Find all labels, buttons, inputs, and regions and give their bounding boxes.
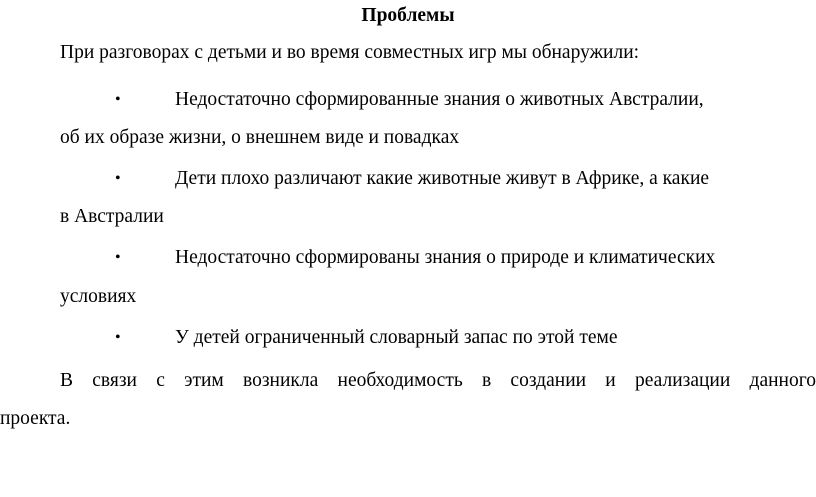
list-item-2-text: Дети плохо различают какие животные живут в Африке, а какие xyxy=(175,168,710,189)
bullet-icon: • xyxy=(115,249,121,266)
list-item-1-continuation: об их образе жизни, о внешнем виде и повадках xyxy=(60,127,460,148)
list-item-3-text: Недостаточно сформированы знания о природе и климатических xyxy=(175,247,716,268)
list-item-2-continuation: в Австралии xyxy=(60,206,164,227)
bullet-icon: • xyxy=(115,91,121,108)
conclusion-paragraph: В связи с этим возникла необходимость в создании и реализации данного xyxy=(60,370,816,391)
bullet-icon: • xyxy=(115,329,121,346)
document-title: Проблемы xyxy=(361,5,455,26)
conclusion-continuation: проекта. xyxy=(0,408,71,429)
list-item-1-text: Недостаточно сформированные знания о животных Австралии, xyxy=(175,89,704,110)
list-item-3-continuation: условиях xyxy=(60,286,137,307)
bullet-icon: • xyxy=(115,170,121,187)
intro-paragraph: При разговорах с детьми и во время совместных игр мы обнаружили: xyxy=(60,42,640,63)
list-item-4-text: У детей ограниченный словарный запас по этой теме xyxy=(175,327,618,348)
